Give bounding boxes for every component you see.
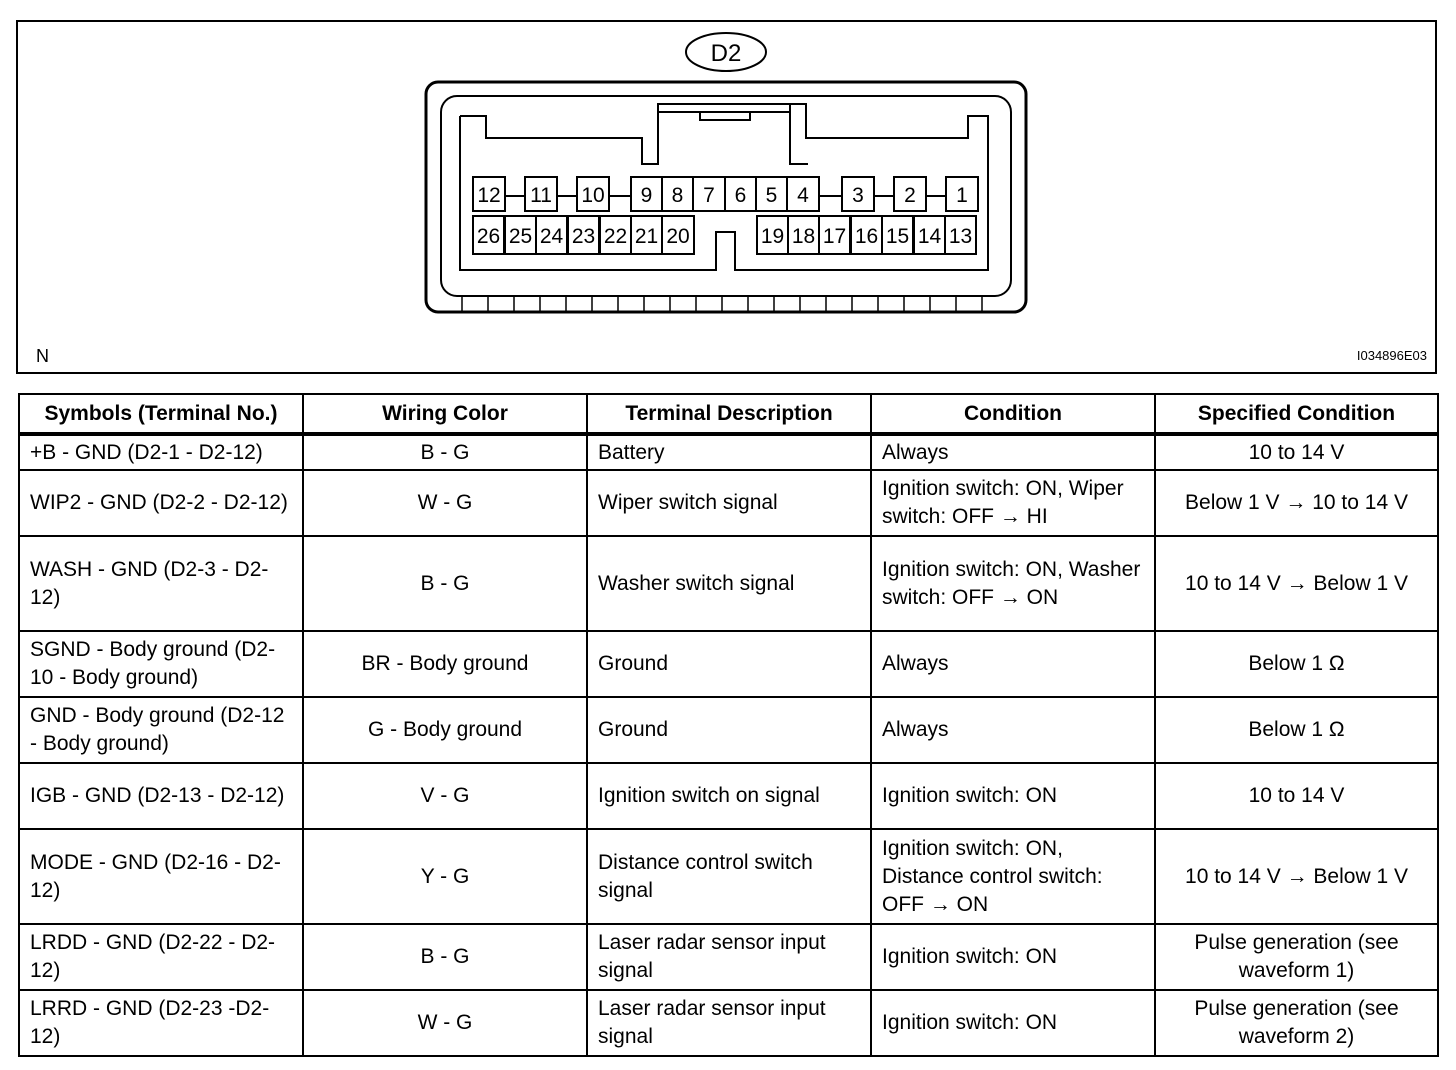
connector-ribs <box>462 296 982 312</box>
image-code: I034896E03 <box>1356 348 1427 363</box>
pin-26: 26 <box>476 225 501 248</box>
table-body <box>19 434 1438 1056</box>
cell-wiring-color: V - G <box>303 763 587 829</box>
cell-wiring-color: B - G <box>303 536 587 631</box>
table-row <box>19 434 1438 470</box>
pin-9: 9 <box>640 184 653 207</box>
header-condition: Condition <box>871 394 1155 434</box>
cell-condition: Ignition switch: ON <box>871 990 1155 1056</box>
cell-symbol: GND - Body ground (D2-12 - Body ground) <box>19 697 303 763</box>
cell-symbol: WASH - GND (D2-3 - D2-12) <box>19 536 303 631</box>
cell-symbol: MODE - GND (D2-16 - D2- 12) <box>19 829 303 924</box>
cell-specified-condition: Below 1 V → 10 to 14 V <box>1155 470 1438 536</box>
cell-condition: Always <box>871 434 1155 470</box>
cell-symbol: LRRD - GND (D2-23 -D2-12) <box>19 990 303 1056</box>
cell-terminal-description: Distance control switch signal <box>587 829 871 924</box>
pin-20: 20 <box>666 225 690 248</box>
pin-3: 3 <box>852 184 864 207</box>
cell-condition: Ignition switch: ON, Wiper switch: OFF → HI <box>871 470 1155 536</box>
header-wiring-color: Wiring Color <box>303 394 587 434</box>
cell-condition: Always <box>871 631 1155 697</box>
cell-wiring-color: G - Body ground <box>303 697 587 763</box>
cell-specified-condition: 10 to 14 V → Below 1 V <box>1155 829 1438 924</box>
cell-terminal-description: Ignition switch on signal <box>587 763 871 829</box>
table-row <box>19 763 1438 829</box>
cell-specified-condition: 10 to 14 V <box>1155 434 1438 470</box>
table-row <box>19 470 1438 536</box>
cell-symbol: SGND - Body ground (D2-10 - Body ground) <box>19 631 303 697</box>
frame-label: N <box>36 346 49 366</box>
cell-condition: Ignition switch: ON <box>871 924 1155 990</box>
cell-condition: Always <box>871 697 1155 763</box>
specification-table <box>18 393 1439 1057</box>
cell-wiring-color: Y - G <box>303 829 587 924</box>
pin-6: 6 <box>734 184 747 207</box>
pin-4: 4 <box>797 184 809 207</box>
cell-specified-condition: 10 to 14 V <box>1155 763 1438 829</box>
pin-18: 18 <box>791 225 816 248</box>
pin-13: 13 <box>948 225 973 248</box>
cell-terminal-description: Laser radar sensor input signal <box>587 990 871 1056</box>
connector-label: D2 <box>710 40 742 67</box>
header-terminal-description: Terminal Description <box>587 394 871 434</box>
pin-8: 8 <box>671 184 684 207</box>
cell-condition: Ignition switch: ON, Distance control switch: OFF → ON <box>871 829 1155 924</box>
cell-terminal-description: Wiper switch signal <box>587 470 871 536</box>
table-row <box>19 697 1438 763</box>
pin-21: 21 <box>634 225 659 248</box>
top-pin-row <box>473 177 978 211</box>
cell-wiring-color: BR - Body ground <box>303 631 587 697</box>
pin-15: 15 <box>885 225 910 248</box>
connector-drawing <box>18 22 1435 372</box>
cell-wiring-color: W - G <box>303 990 587 1056</box>
header-specified-condition: Specified Condition <box>1155 394 1438 434</box>
cell-terminal-description: Laser radar sensor input signal <box>587 924 871 990</box>
cell-specified-condition: Below 1 Ω <box>1155 697 1438 763</box>
cell-condition: Ignition switch: ON, Washer switch: OFF → ON <box>871 536 1155 631</box>
pin-24: 24 <box>539 225 564 248</box>
cell-terminal-description: Ground <box>587 631 871 697</box>
cell-specified-condition: 10 to 14 V → Below 1 V <box>1155 536 1438 631</box>
cell-specified-condition: Below 1 Ω <box>1155 631 1438 697</box>
pin-16: 16 <box>854 225 879 248</box>
connector-diagram <box>16 20 1437 374</box>
pin-23: 23 <box>571 225 596 248</box>
cell-condition: Ignition switch: ON <box>871 763 1155 829</box>
cell-symbol: WIP2 - GND (D2-2 - D2-12) <box>19 470 303 536</box>
header-symbols: Symbols (Terminal No.) <box>19 394 303 434</box>
cell-terminal-description: Ground <box>587 697 871 763</box>
table-row <box>19 536 1438 631</box>
cell-wiring-color: B - G <box>303 924 587 990</box>
cell-specified-condition: Pulse generation (see waveform 1) <box>1155 924 1438 990</box>
cell-wiring-color: B - G <box>303 434 587 470</box>
pin-17: 17 <box>822 225 847 248</box>
cell-symbol: +B - GND (D2-1 - D2-12) <box>19 434 303 470</box>
pin-22: 22 <box>603 225 628 248</box>
table-header-row <box>19 394 1438 434</box>
pin-14: 14 <box>917 225 942 248</box>
pin-19: 19 <box>760 225 785 248</box>
cell-symbol: IGB - GND (D2-13 - D2-12) <box>19 763 303 829</box>
pin-1: 1 <box>956 184 968 207</box>
table-row <box>19 990 1438 1056</box>
cell-specified-condition: Pulse generation (see waveform 2) <box>1155 990 1438 1056</box>
pin-25: 25 <box>508 225 533 248</box>
pin-5: 5 <box>765 184 778 207</box>
pin-10: 10 <box>581 184 605 207</box>
cell-terminal-description: Washer switch signal <box>587 536 871 631</box>
connector-latch <box>700 112 750 120</box>
cell-symbol: LRDD - GND (D2-22 - D2-12) <box>19 924 303 990</box>
pin-7: 7 <box>703 184 715 207</box>
pin-2: 2 <box>904 184 916 207</box>
pin-12: 12 <box>477 184 501 207</box>
table-row <box>19 829 1438 924</box>
cell-terminal-description: Battery <box>587 434 871 470</box>
table-row <box>19 631 1438 697</box>
cell-wiring-color: W - G <box>303 470 587 536</box>
bottom-pin-row <box>473 216 976 254</box>
pin-11: 11 <box>530 184 552 207</box>
table-row <box>19 924 1438 990</box>
